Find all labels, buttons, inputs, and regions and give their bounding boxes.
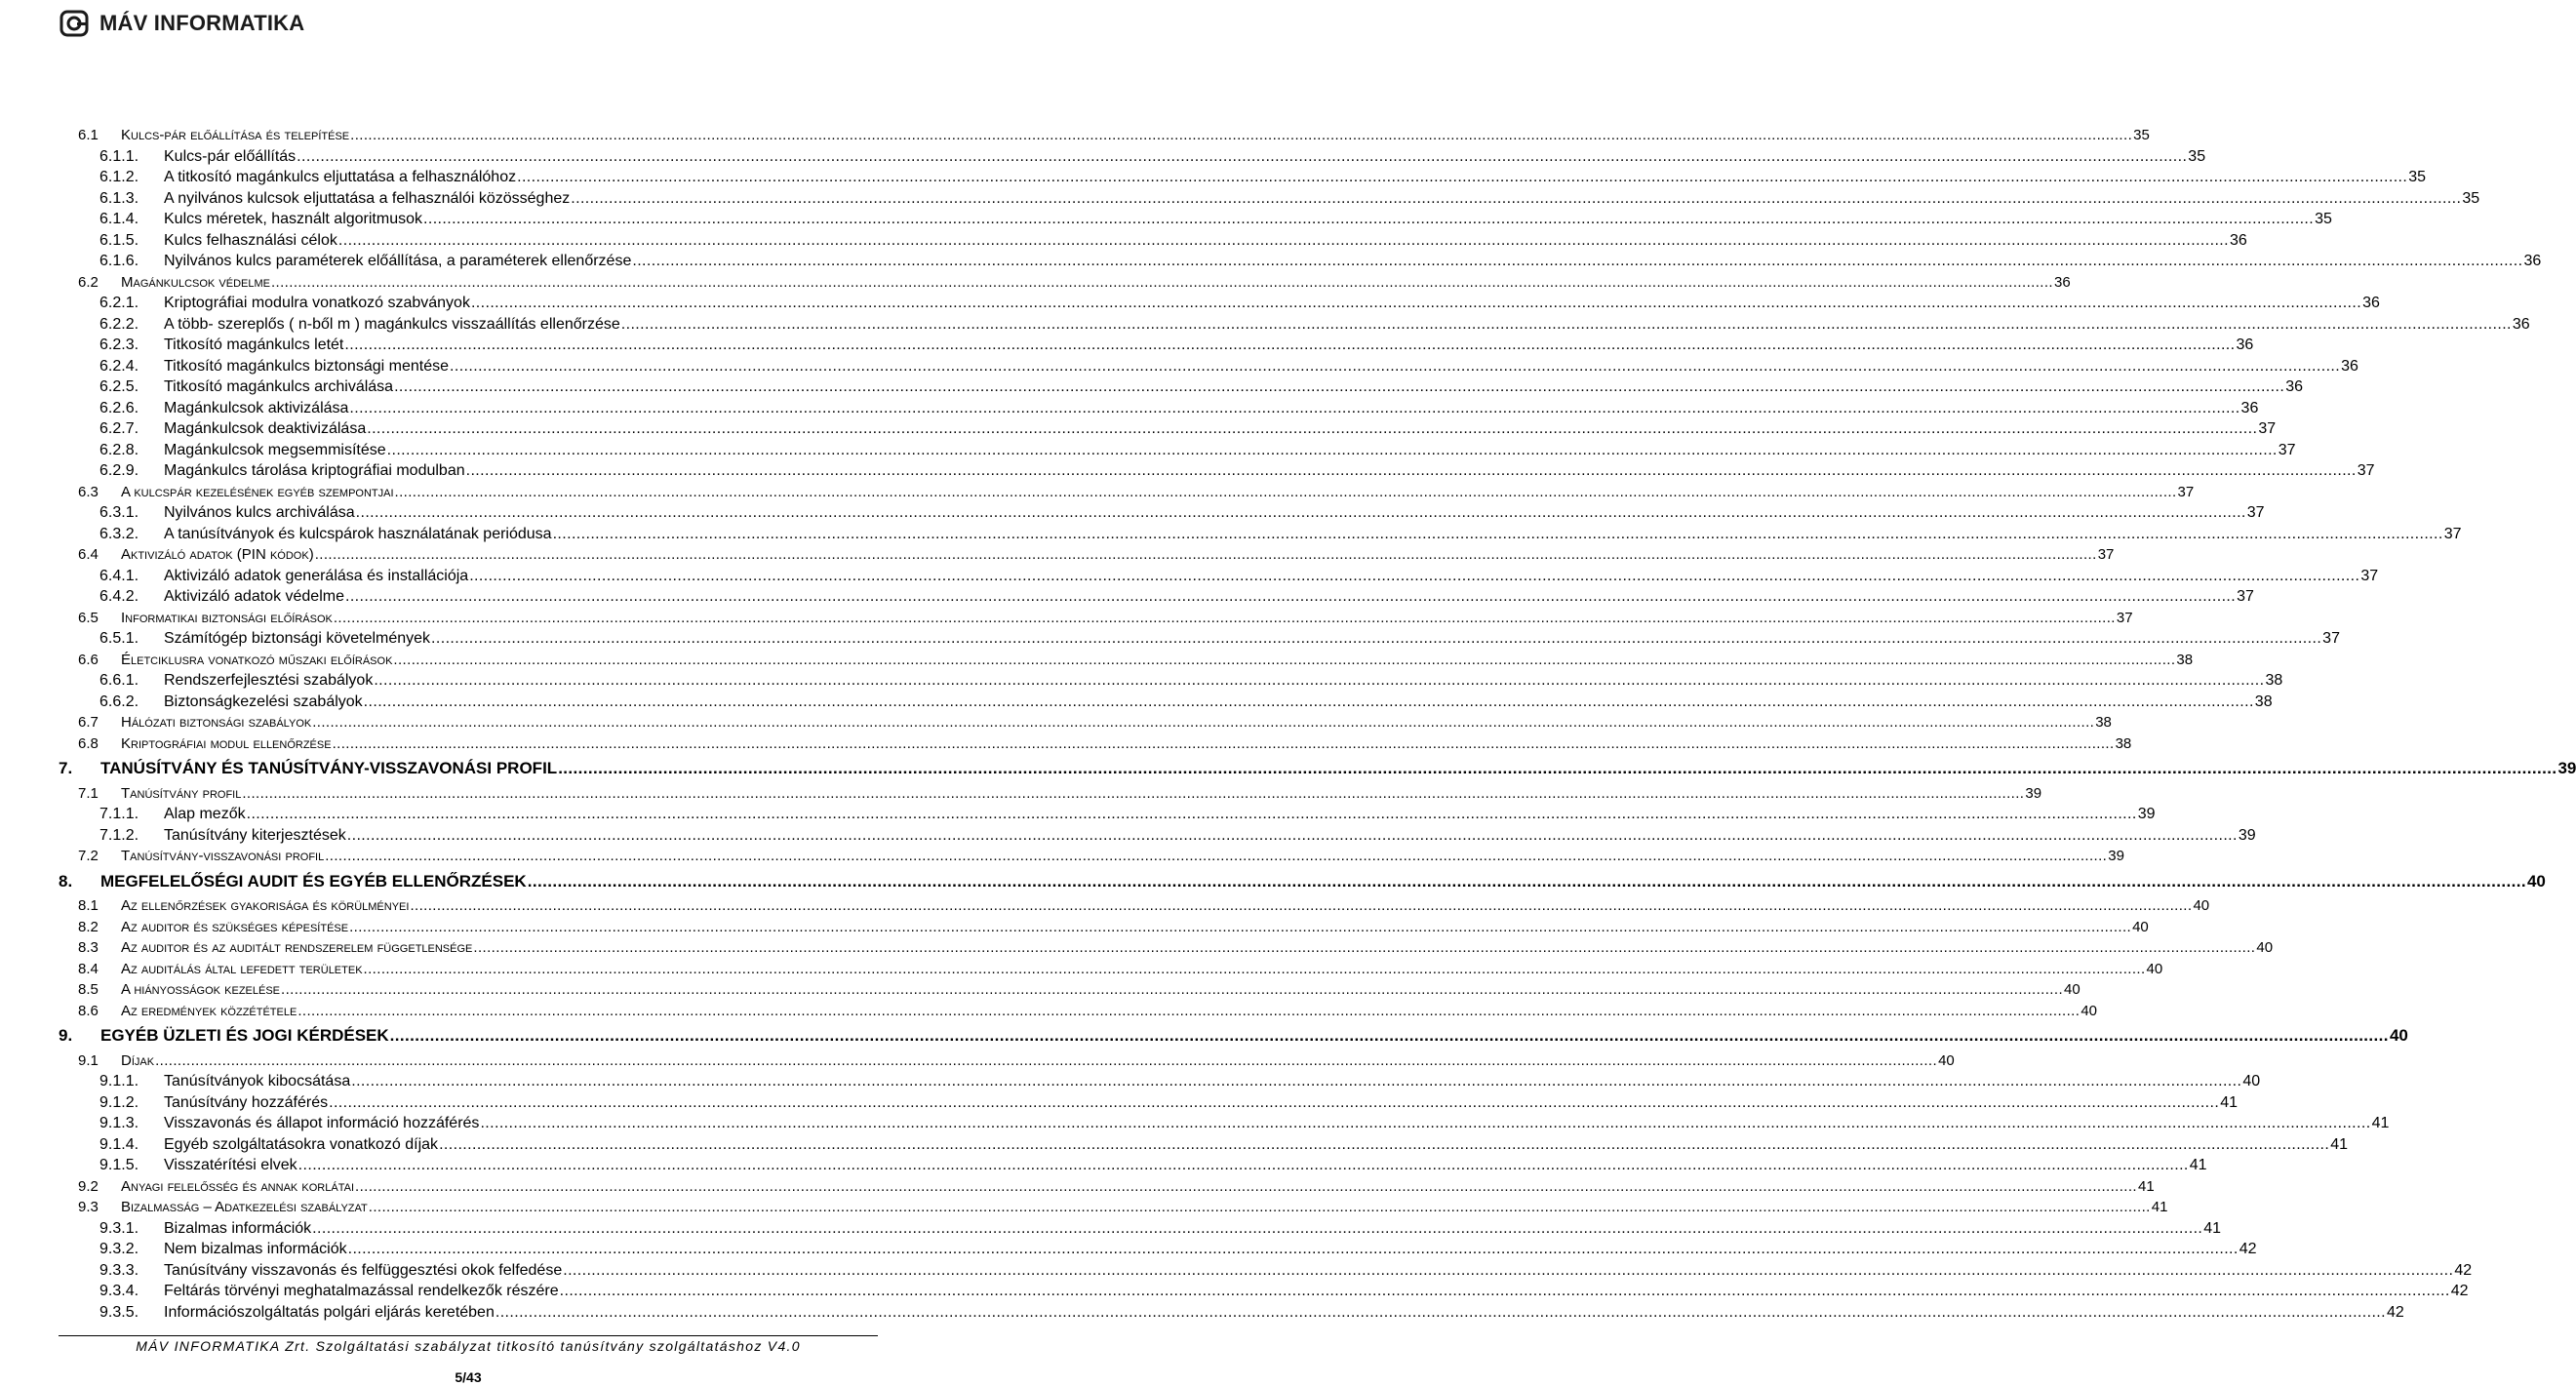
toc-dot-leader: ................................................................................................................................................................................................................................................................................................................................................................................................................ — [363, 960, 2146, 977]
toc-dot-leader: ................................................................................................................................................................................................................................................................................................................................................................................................................ — [242, 784, 2025, 802]
toc-entry-number: 6.1.6. — [99, 253, 139, 269]
toc-entry-title: Magánkulcsok megsemmisítése — [164, 441, 386, 458]
toc-entry[interactable] — [0, 825, 2256, 847]
toc-entry-number: 6.6 — [78, 651, 99, 668]
toc-entry-title: Aktivizáló adatok generálása és installációja — [164, 567, 469, 584]
toc-dot-leader: ................................................................................................................................................................................................................................................................................................................................................................................................................ — [632, 253, 2523, 269]
toc-entry-title: Bizalmasság – Adatkezelési szabályzat — [121, 1199, 368, 1215]
toc-entry-title: Az auditálás által lefedett területek — [121, 960, 363, 977]
toc-entry-number: 6.5 — [78, 609, 99, 626]
toc-entry-title: Kulcs-pár előállítása és telepítése — [121, 127, 350, 143]
toc-dot-leader: ................................................................................................................................................................................................................................................................................................................................................................................................................ — [552, 525, 2443, 542]
toc-dot-leader: ................................................................................................................................................................................................................................................................................................................................................................................................................ — [333, 609, 2116, 626]
toc-dot-leader: ................................................................................................................................................................................................................................................................................................................................................................................................................ — [312, 1219, 2203, 1237]
toc-entry-number: 6.2.1. — [99, 295, 139, 311]
toc-entry-title: Kulcs felhasználási célok — [164, 231, 337, 249]
toc-entry[interactable] — [0, 608, 2133, 629]
toc-entry-page: 40 — [2526, 871, 2546, 891]
toc-dot-leader: ................................................................................................................................................................................................................................................................................................................................................................................................................ — [344, 588, 2237, 605]
toc-entry-number: 9. — [59, 1026, 73, 1045]
toc-entry-title: Tanúsítvány visszavonás és felfüggesztési okok felfedése — [164, 1261, 563, 1279]
toc-entry-title: Visszatérítési elvek — [164, 1157, 297, 1173]
toc-entry-number: 9.1.4. — [99, 1135, 139, 1153]
toc-entry-title: Aktivizáló adatok védelme — [164, 588, 344, 605]
toc-dot-leader: ................................................................................................................................................................................................................................................................................................................................................................................................................ — [410, 897, 2193, 914]
toc-entry-title: Hálózati biztonsági szabályok — [121, 714, 312, 731]
toc-entry[interactable] — [0, 1050, 1955, 1072]
toc-entry-title: Aktivizáló adatok (PIN kódok) — [121, 546, 314, 563]
toc-entry-page: 35 — [2462, 189, 2480, 207]
toc-entry-title: Kulcs méretek, használt algoritmusok — [164, 211, 422, 227]
toc-entry[interactable] — [0, 1239, 2257, 1260]
toc-entry-page: 38 — [2176, 651, 2194, 668]
toc-entry-number: 7.1.2. — [99, 826, 139, 844]
toc-entry-number: 7.2 — [78, 848, 99, 864]
toc-dot-leader: ................................................................................................................................................................................................................................................................................................................................................................................................................ — [314, 546, 2097, 563]
toc-entry-page: 37 — [2246, 504, 2265, 521]
toc-entry-page: 39 — [2025, 784, 2042, 802]
toc-entry-number: 9.2 — [78, 1177, 99, 1195]
toc-entry-title: Egyéb szolgáltatásokra vonatkozó díjak — [164, 1135, 439, 1153]
toc-entry-number: 6.1.2. — [99, 169, 139, 185]
logo-text: MÁV INFORMATIKA — [99, 11, 305, 35]
toc-entry-page: 42 — [2454, 1261, 2473, 1279]
toc-dot-leader: ................................................................................................................................................................................................................................................................................................................................................................................................................ — [386, 441, 2278, 458]
toc-entry-page: 40 — [2132, 918, 2149, 935]
toc-entry-number: 9.3.3. — [99, 1261, 139, 1279]
toc-dot-leader: ................................................................................................................................................................................................................................................................................................................................................................................................................ — [394, 483, 2177, 500]
toc-entry[interactable] — [0, 1218, 2222, 1240]
toc-dot-leader: ................................................................................................................................................................................................................................................................................................................................................................................................................ — [571, 189, 2462, 207]
toc-entry-page: 39 — [2137, 806, 2156, 822]
toc-entry-page: 37 — [2360, 567, 2379, 584]
toc-entry[interactable] — [0, 804, 2156, 825]
toc-entry-title: Magánkulcs tárolása kriptográfiai modulban — [164, 462, 465, 479]
toc-entry-title: TANÚSÍTVÁNY ÉS TANÚSÍTVÁNY-VISSZAVONÁSI PROFIL — [100, 759, 558, 777]
toc-dot-leader: ................................................................................................................................................................................................................................................................................................................................................................................................................ — [439, 1135, 2330, 1153]
toc-entry-title: Az eredmények közzététele — [121, 1002, 297, 1019]
toc-entry-title: Biztonságkezelési szabályok — [164, 693, 363, 710]
toc-entry-number: 6.1.1. — [99, 147, 139, 165]
toc-dot-leader: ................................................................................................................................................................................................................................................................................................................................................................................................................ — [367, 420, 2258, 437]
toc-entry-number: 8.5 — [78, 981, 99, 998]
toc-entry-number: 9.1.1. — [99, 1073, 139, 1089]
toc-entry-title: Kriptográfiai modulra vonatkozó szabványok — [164, 295, 470, 311]
toc-entry-page: 35 — [2315, 211, 2332, 227]
toc-entry-page: 41 — [2189, 1157, 2207, 1173]
toc-entry-number: 7. — [59, 759, 73, 777]
toc-dot-leader: ................................................................................................................................................................................................................................................................................................................................................................................................................ — [423, 211, 2315, 227]
toc-entry-number: 6.1 — [78, 127, 99, 143]
toc-entry-number: 6.3.1. — [99, 504, 139, 521]
toc-entry[interactable] — [0, 692, 2273, 713]
toc-dot-leader: ................................................................................................................................................................................................................................................................................................................................................................................................................ — [351, 1073, 2242, 1089]
toc-entry-page: 40 — [2389, 1026, 2408, 1045]
toc-entry-number: 9.1.2. — [99, 1093, 139, 1111]
toc-entry-page: 35 — [2188, 147, 2206, 165]
toc-entry[interactable] — [0, 251, 2542, 272]
toc-dot-leader: ................................................................................................................................................................................................................................................................................................................................................................................................................ — [450, 357, 2341, 375]
toc-dot-leader: ................................................................................................................................................................................................................................................................................................................................................................................................................ — [470, 295, 2362, 311]
toc-entry[interactable] — [0, 1092, 2239, 1114]
toc-entry[interactable] — [0, 1071, 2261, 1092]
toc-dot-leader: ................................................................................................................................................................................................................................................................................................................................................................................................................ — [297, 1002, 2081, 1019]
toc-dot-leader: ................................................................................................................................................................................................................................................................................................................................................................................................................ — [559, 1283, 2450, 1299]
toc-entry-page: 37 — [2278, 441, 2296, 458]
toc-entry-number: 8.3 — [78, 939, 99, 956]
toc-entry-title: Tanúsítványok kibocsátása — [164, 1073, 351, 1089]
toc-entry-title: Rendszerfejlesztési szabályok — [164, 672, 374, 689]
toc-entry-title: Kriptográfiai modul ellenőrzése — [121, 734, 332, 752]
toc-dot-leader: ................................................................................................................................................................................................................................................................................................................................................................................................................ — [281, 981, 2064, 998]
toc-dot-leader: ................................................................................................................................................................................................................................................................................................................................................................................................................ — [465, 462, 2357, 479]
toc-entry-title: Titkosító magánkulcs biztonsági mentése — [164, 357, 449, 375]
toc-entry-title: Életciklusra vonatkozó műszaki előírások — [121, 651, 393, 668]
toc-entry-page: 40 — [2256, 939, 2274, 956]
toc-entry-number: 9.1.3. — [99, 1115, 139, 1131]
toc-entry-number: 6.4 — [78, 546, 99, 563]
toc-entry-number: 6.2.9. — [99, 462, 139, 479]
toc-entry[interactable] — [0, 650, 2194, 671]
toc-entry-page: 41 — [2371, 1115, 2390, 1131]
toc-entry-page: 37 — [2237, 588, 2254, 605]
toc-entry-page: 38 — [2095, 714, 2112, 731]
toc-entry[interactable] — [0, 293, 2380, 314]
toc-entry-number: 9.3 — [78, 1199, 99, 1215]
toc-entry-title: Az ellenőrzések gyakorisága és körülményei — [121, 897, 410, 914]
toc-entry[interactable] — [0, 846, 2124, 867]
toc-entry-page: 37 — [2097, 546, 2115, 563]
toc-entry[interactable] — [0, 524, 2462, 545]
toc-entry[interactable] — [0, 146, 2206, 168]
toc-entry[interactable] — [0, 376, 2303, 398]
toc-dot-leader: ................................................................................................................................................................................................................................................................................................................................................................................................................ — [469, 567, 2360, 584]
toc-entry-title: Titkosító magánkulcs letét — [164, 337, 344, 353]
toc-entry-title: EGYÉB ÜZLETI ÉS JOGI KÉRDÉSEK — [100, 1026, 389, 1045]
toc-entry[interactable] — [0, 871, 2546, 892]
toc-entry[interactable] — [0, 917, 2149, 938]
toc-entry-title: Bizalmas információk — [164, 1219, 312, 1237]
toc-entry[interactable] — [0, 586, 2254, 608]
toc-entry-page: 42 — [2450, 1283, 2469, 1299]
toc-entry-title: A több- szereplős ( n-ből m ) magánkulcs visszaállítás ellenőrzése — [164, 315, 620, 333]
toc-entry-title: A nyilvános kulcsok eljuttatása a felhasználói közösséghez — [164, 189, 571, 207]
toc-entry[interactable] — [0, 167, 2427, 188]
toc-entry-title: Nyilvános kulcs archiválása — [164, 504, 355, 521]
toc-entry-title: Feltárás törvényi meghatalmazással rendelkezők részére — [164, 1283, 559, 1299]
toc-entry-number: 6.7 — [78, 714, 99, 731]
toc-entry-page: 37 — [2322, 630, 2340, 647]
toc-dot-leader: ................................................................................................................................................................................................................................................................................................................................................................................................................ — [495, 1303, 2386, 1321]
toc-entry-number: 8.4 — [78, 960, 99, 977]
toc-entry-page: 36 — [2523, 253, 2542, 269]
toc-dot-leader: ................................................................................................................................................................................................................................................................................................................................................................................................................ — [355, 504, 2246, 521]
toc-entry[interactable] — [0, 209, 2332, 230]
toc-dot-leader: ................................................................................................................................................................................................................................................................................................................................................................................................................ — [337, 231, 2229, 249]
toc-entry[interactable] — [0, 482, 2195, 503]
toc-entry-title: Számítógép biztonsági követelmények — [164, 630, 431, 647]
toc-entry-number: 8. — [59, 871, 73, 891]
toc-dot-leader: ................................................................................................................................................................................................................................................................................................................................................................................................................ — [517, 169, 2408, 185]
toc-entry-number: 6.2.4. — [99, 357, 139, 375]
toc-entry-page: 41 — [2138, 1177, 2155, 1195]
toc-entry-page: 36 — [2285, 378, 2303, 395]
toc-entry-page: 40 — [2193, 897, 2210, 914]
toc-entry-number: 6.2 — [78, 273, 99, 291]
toc-entry-page: 37 — [2116, 609, 2133, 626]
toc-dot-leader: ................................................................................................................................................................................................................................................................................................................................................................................................................ — [355, 1177, 2137, 1195]
toc-entry-title: Tanúsítvány-visszavonási profil — [121, 848, 325, 864]
toc-dot-leader: ................................................................................................................................................................................................................................................................................................................................................................................................................ — [363, 693, 2254, 710]
footer-text: MÁV INFORMATIKA Zrt. Szolgáltatási szabályzat titkosító tanúsítvány szolgáltatáshoz V4.0 — [136, 1338, 801, 1354]
toc-entry-title: Nyilvános kulcs paraméterek előállítása, a paraméterek ellenőrzése — [164, 253, 632, 269]
toc-entry-number: 8.1 — [78, 897, 99, 914]
toc-entry[interactable] — [0, 188, 2480, 210]
toc-entry-page: 36 — [2053, 273, 2071, 291]
toc-entry[interactable] — [0, 712, 2112, 733]
toc-entry[interactable] — [0, 1302, 2404, 1324]
toc-entry[interactable] — [0, 314, 2530, 336]
toc-entry-number: 6.2.5. — [99, 378, 139, 395]
toc-dot-leader: ................................................................................................................................................................................................................................................................................................................................................................................................................ — [620, 315, 2512, 333]
toc-entry-page: 41 — [2330, 1135, 2348, 1153]
toc-entry-title: Tanúsítvány kiterjesztések — [164, 826, 346, 844]
toc-entry-page: 36 — [2341, 357, 2358, 375]
toc-entry[interactable] — [0, 1176, 2155, 1198]
toc-dot-leader: ................................................................................................................................................................................................................................................................................................................................................................................................................ — [297, 1157, 2189, 1173]
toc-dot-leader: ................................................................................................................................................................................................................................................................................................................................................................................................................ — [270, 273, 2053, 291]
toc-dot-leader: ................................................................................................................................................................................................................................................................................................................................................................................................................ — [350, 127, 2133, 143]
toc-entry-number: 9.3.5. — [99, 1303, 139, 1321]
toc-entry[interactable] — [0, 125, 2150, 146]
toc-entry[interactable] — [0, 979, 2081, 1001]
toc-entry-page: 37 — [2177, 483, 2195, 500]
toc-entry[interactable] — [0, 418, 2277, 440]
toc-dot-leader: ................................................................................................................................................................................................................................................................................................................................................................................................................ — [312, 714, 2095, 731]
toc-entry-title: A kulcspár kezelésének egyéb szempontjai — [121, 483, 394, 500]
toc-dot-leader: ................................................................................................................................................................................................................................................................................................................................................................................................................ — [393, 651, 2176, 668]
toc-entry-number: 8.2 — [78, 918, 99, 935]
toc-entry-page: 37 — [2443, 525, 2462, 542]
toc-dot-leader: ................................................................................................................................................................................................................................................................................................................................................................................................................ — [473, 939, 2256, 956]
toc-entry-page: 40 — [1938, 1051, 1955, 1069]
toc-entry[interactable] — [0, 1134, 2348, 1156]
toc-entry-number: 6.2.2. — [99, 315, 139, 333]
toc-entry[interactable] — [0, 733, 2132, 755]
toc-dot-leader: ................................................................................................................................................................................................................................................................................................................................................................................................................ — [431, 630, 2322, 647]
toc-entry-page: 40 — [2064, 981, 2081, 998]
toc-entry[interactable] — [0, 1197, 2168, 1218]
toc-entry-number: 6.2.3. — [99, 337, 139, 353]
toc-entry[interactable] — [0, 356, 2358, 377]
toc-entry-title: Magánkulcsok aktivizálása — [164, 399, 349, 416]
toc-entry-title: Díjak — [121, 1051, 155, 1069]
toc-entry-page: 35 — [2133, 127, 2150, 143]
toc-entry-number: 6.4.2. — [99, 588, 139, 605]
toc-dot-leader: ................................................................................................................................................................................................................................................................................................................................................................................................................ — [329, 1093, 2220, 1111]
toc-entry[interactable] — [0, 398, 2259, 419]
toc-entry-title: Információszolgáltatás polgári eljárás keretében — [164, 1303, 495, 1321]
toc-entry[interactable] — [0, 1025, 2408, 1047]
toc-entry-page: 41 — [2203, 1219, 2222, 1237]
toc-dot-leader: ................................................................................................................................................................................................................................................................................................................................................................................................................ — [344, 337, 2236, 353]
toc-entry-title: MEGFELELŐSÉGI AUDIT ÉS EGYÉB ELLENŐRZÉSEK — [100, 871, 527, 891]
toc-entry[interactable] — [0, 502, 2265, 524]
toc-entry-title: A tanúsítványok és kulcspárok használatának periódusa — [164, 525, 552, 542]
toc-entry-number: 6.3.2. — [99, 525, 139, 542]
mav-logo-icon — [60, 9, 90, 38]
footer-divider — [59, 1335, 878, 1336]
toc-entry[interactable] — [0, 1001, 2097, 1022]
toc-entry-page: 36 — [2236, 337, 2254, 353]
toc-entry[interactable] — [0, 783, 2042, 805]
toc-entry-page: 40 — [2081, 1002, 2097, 1019]
toc-entry[interactable] — [0, 230, 2247, 252]
toc-entry-page: 38 — [2265, 672, 2283, 689]
toc-entry-number: 6.1.4. — [99, 211, 139, 227]
toc-entry-title: A titkosító magánkulcs eljuttatása a felhasználóhoz — [164, 169, 517, 185]
toc-entry[interactable] — [0, 628, 2340, 650]
toc-entry-page: 38 — [2254, 693, 2273, 710]
toc-entry-page: 36 — [2240, 399, 2259, 416]
toc-entry[interactable] — [0, 937, 2274, 959]
toc-entry-number: 6.2.6. — [99, 399, 139, 416]
toc-dot-leader: ................................................................................................................................................................................................................................................................................................................................................................................................................ — [563, 1261, 2454, 1279]
toc-entry-page: 36 — [2230, 231, 2247, 249]
toc-entry-number: 9.3.1. — [99, 1219, 139, 1237]
toc-entry-page: 39 — [2557, 759, 2576, 777]
toc-entry-title: Visszavonás és állapot információ hozzáférés — [164, 1115, 480, 1131]
toc-entry-number: 6.2.8. — [99, 441, 139, 458]
toc-entry-title: Az auditor és szükséges képesítése — [121, 918, 349, 935]
toc-entry[interactable] — [0, 544, 2115, 566]
toc-entry-number: 7.1.1. — [99, 806, 139, 822]
toc-entry[interactable] — [0, 1281, 2469, 1302]
toc-entry-number: 6.8 — [78, 734, 99, 752]
toc-dot-leader: ................................................................................................................................................................................................................................................................................................................................................................................................................ — [480, 1115, 2371, 1131]
toc-entry-number: 8.6 — [78, 1002, 99, 1019]
toc-entry-title: Az auditor és az auditált rendszerelem függetlensége — [121, 939, 473, 956]
toc-entry[interactable] — [0, 272, 2071, 294]
toc-entry-title: Magánkulcsok védelme — [121, 273, 270, 291]
toc-entry-page: 40 — [2242, 1073, 2261, 1089]
toc-entry-number: 6.6.1. — [99, 672, 139, 689]
toc-entry-number: 6.6.2. — [99, 693, 139, 710]
toc-entry-page: 39 — [2108, 848, 2124, 864]
toc-entry-page: 38 — [2115, 734, 2132, 752]
toc-dot-leader: ................................................................................................................................................................................................................................................................................................................................................................................................................ — [347, 1241, 2239, 1257]
toc-entry[interactable] — [0, 670, 2283, 692]
toc-dot-leader: ................................................................................................................................................................................................................................................................................................................................................................................................................ — [368, 1199, 2151, 1215]
toc-entry[interactable] — [0, 440, 2296, 461]
toc-dot-leader: ................................................................................................................................................................................................................................................................................................................................................................................................................ — [389, 1026, 2389, 1045]
toc-entry[interactable] — [0, 1260, 2473, 1282]
toc-entry-title: A hiányosságok kezelése — [121, 981, 281, 998]
toc-entry-number: 6.1.5. — [99, 231, 139, 249]
toc-entry-page: 42 — [2239, 1241, 2257, 1257]
toc-entry-page: 42 — [2386, 1303, 2404, 1321]
toc-dot-leader: ................................................................................................................................................................................................................................................................................................................................................................................................................ — [155, 1051, 1938, 1069]
toc-entry-page: 39 — [2238, 826, 2256, 844]
toc-entry-number: 6.5.1. — [99, 630, 139, 647]
toc-entry[interactable] — [0, 895, 2210, 917]
toc-entry[interactable] — [0, 758, 2576, 779]
toc-entry-page: 37 — [2258, 420, 2277, 437]
toc-entry-number: 7.1 — [78, 784, 99, 802]
toc-entry-page: 40 — [2146, 960, 2163, 977]
toc-dot-leader: ................................................................................................................................................................................................................................................................................................................................................................................................................ — [527, 871, 2526, 891]
toc-entry-title: Alap mezők — [164, 806, 246, 822]
toc-entry-number: 9.1 — [78, 1051, 99, 1069]
toc-dot-leader: ................................................................................................................................................................................................................................................................................................................................................................................................................ — [558, 759, 2557, 777]
toc-entry-title: Magánkulcsok deaktivizálása — [164, 420, 367, 437]
toc-entry-number: 6.4.1. — [99, 567, 139, 584]
toc-dot-leader: ................................................................................................................................................................................................................................................................................................................................................................................................................ — [349, 918, 2132, 935]
toc-dot-leader: ................................................................................................................................................................................................................................................................................................................................................................................................................ — [246, 806, 2137, 822]
toc-entry-number: 9.3.2. — [99, 1241, 139, 1257]
toc-entry-page: 35 — [2408, 169, 2427, 185]
toc-dot-leader: ................................................................................................................................................................................................................................................................................................................................................................................................................ — [394, 378, 2285, 395]
toc-dot-leader: ................................................................................................................................................................................................................................................................................................................................................................................................................ — [297, 147, 2188, 165]
toc-entry-title: Anyagi felelősség és annak korlátai — [121, 1177, 354, 1195]
toc-entry-title: Tanúsítvány profil — [121, 784, 242, 802]
toc-entry-page: 41 — [2220, 1093, 2239, 1111]
toc-entry[interactable] — [0, 1155, 2207, 1176]
toc-entry[interactable] — [0, 335, 2254, 356]
toc-dot-leader: ................................................................................................................................................................................................................................................................................................................................................................................................................ — [346, 826, 2238, 844]
toc-entry-number: 9.3.4. — [99, 1283, 139, 1299]
header-logo — [60, 6, 304, 41]
toc-dot-leader: ................................................................................................................................................................................................................................................................................................................................................................................................................ — [325, 848, 2108, 864]
toc-entry-number: 6.1.3. — [99, 189, 139, 207]
toc-dot-leader: ................................................................................................................................................................................................................................................................................................................................................................................................................ — [349, 399, 2240, 416]
toc-entry-title: Informatikai biztonsági előírások — [121, 609, 333, 626]
toc-dot-leader: ................................................................................................................................................................................................................................................................................................................................................................................................................ — [332, 734, 2115, 752]
toc-entry-number: 6.2.7. — [99, 420, 139, 437]
toc-entry[interactable] — [0, 959, 2163, 980]
toc-entry-title: Kulcs-pár előállítás — [164, 147, 297, 165]
toc-entry-page: 41 — [2151, 1199, 2168, 1215]
toc-entry-title: Tanúsítvány hozzáférés — [164, 1093, 329, 1111]
toc-entry-number: 9.1.5. — [99, 1157, 139, 1173]
toc-entry-title: Titkosító magánkulcs archiválása — [164, 378, 394, 395]
toc-entry-page: 37 — [2357, 462, 2375, 479]
page-number: 5/43 — [455, 1369, 482, 1385]
toc-dot-leader: ................................................................................................................................................................................................................................................................................................................................................................................................................ — [374, 672, 2265, 689]
toc-entry[interactable] — [0, 566, 2379, 587]
toc-entry[interactable] — [0, 1113, 2390, 1134]
toc-entry-title: Nem bizalmas információk — [164, 1241, 347, 1257]
toc-entry-number: 6.3 — [78, 483, 99, 500]
toc-entry-page: 36 — [2512, 315, 2530, 333]
toc-entry-page: 36 — [2362, 295, 2380, 311]
toc-entry[interactable] — [0, 460, 2375, 482]
